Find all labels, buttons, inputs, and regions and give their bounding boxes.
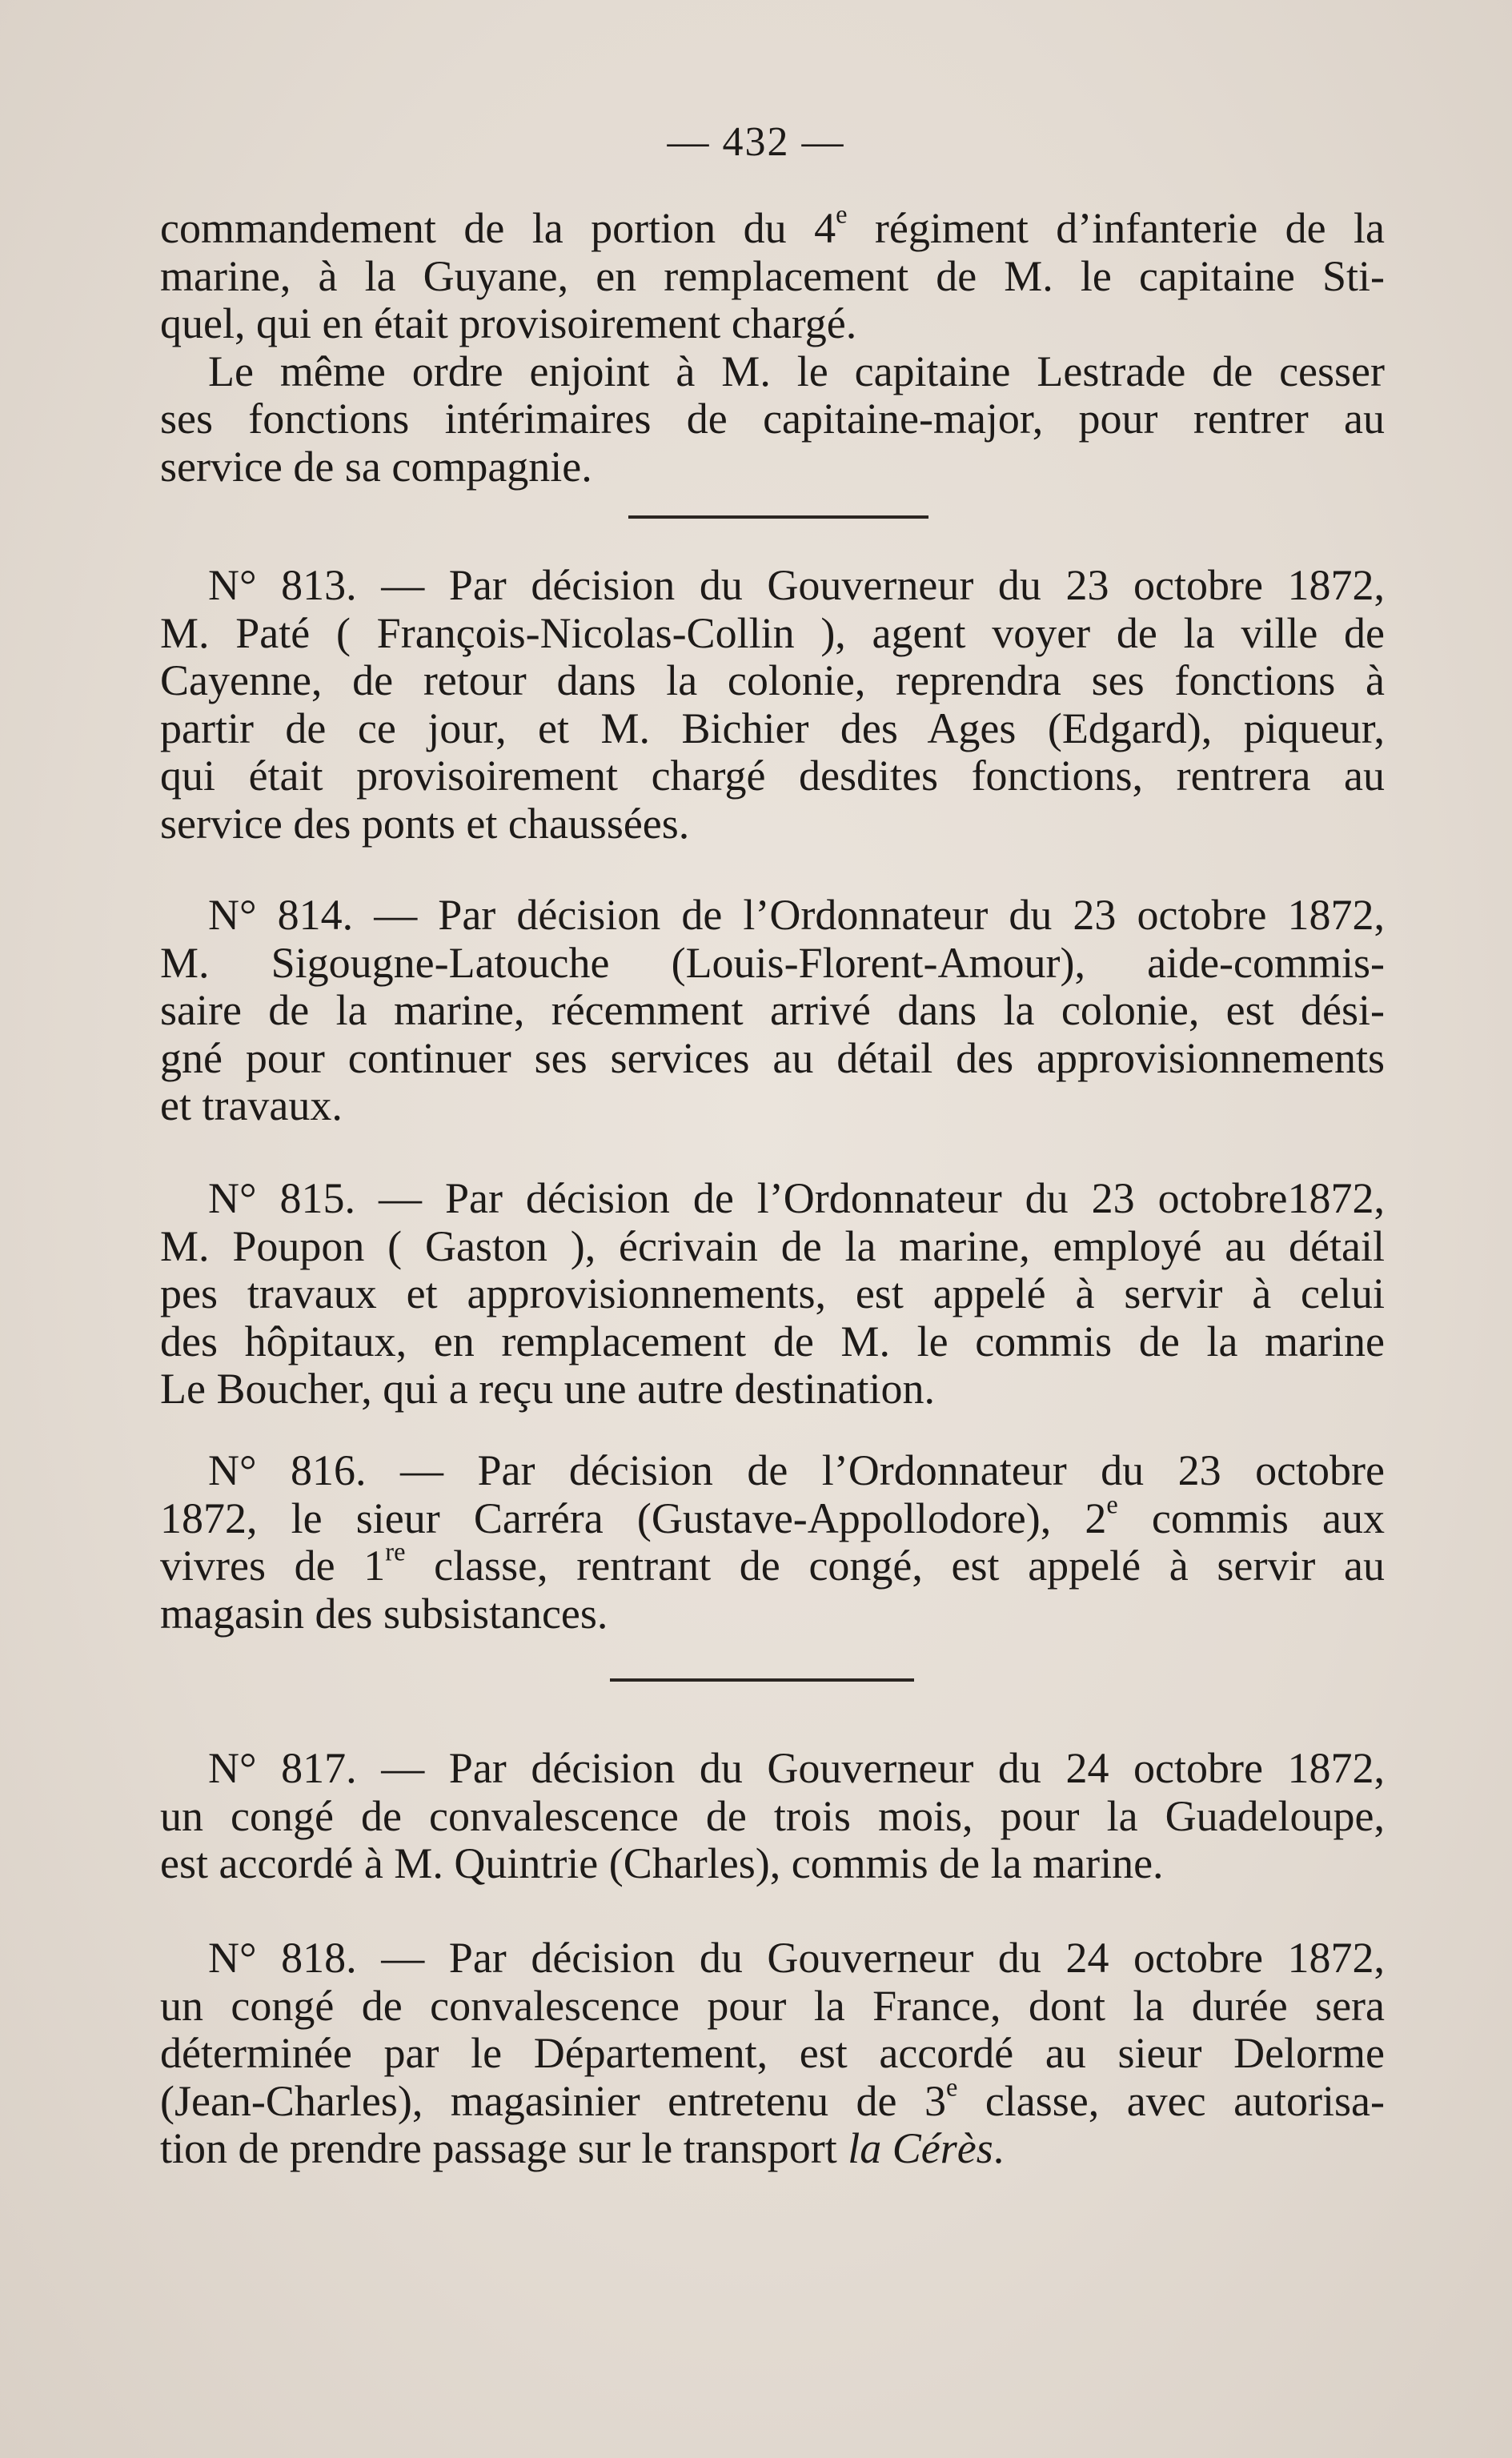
text-line: 1872, le sieur Carréra (Gustave-Appollodore), 2e commis aux xyxy=(160,1490,1385,1542)
entry-heading: N° 818. — Par décision du Gouverneur du 24 octobre 1872, xyxy=(208,1934,1385,1982)
text-line: marine, à la Guyane, en remplacement de M. le capitaine Sti- xyxy=(160,251,1385,300)
text-line: M. Paté ( François-Nicolas-Collin ), agent voyer de la ville de xyxy=(160,608,1385,657)
entry-818 xyxy=(160,1935,1385,2173)
text-line: un congé de convalescence de trois mois, pour la Guadeloupe, xyxy=(160,1791,1385,1840)
text-line: commandement de la portion du 4e régiment d’infanterie de la xyxy=(160,200,1385,252)
text-line: des hôpitaux, en remplacement de M. le commis de la marine xyxy=(160,1317,1385,1365)
text-line: Le Boucher, qui a reçu une autre destination. xyxy=(160,1365,935,1413)
separator-rule xyxy=(628,515,928,519)
text-line: pes travaux et approvisionnements, est appelé à servir à celui xyxy=(160,1269,1385,1317)
ship-name: la Cérès xyxy=(848,2124,993,2172)
page-number: — 432 — xyxy=(667,119,845,165)
text-line: quel, qui en était provisoirement chargé. xyxy=(160,299,857,347)
text-line: M. Poupon ( Gaston ), écrivain de la marine, employé au détail xyxy=(160,1221,1385,1270)
text-line: tion de prendre passage sur le transport la Cérès. xyxy=(160,2124,1005,2172)
entry-heading: N° 814. — Par décision de l’Ordonnateur du 23 octobre 1872, xyxy=(208,891,1385,939)
entry-814 xyxy=(160,892,1385,1130)
entry-heading: N° 816. — Par décision de l’Ordonnateur du 23 octobre xyxy=(208,1446,1385,1494)
entry-813 xyxy=(160,562,1385,848)
entry-heading: N° 813. — Par décision du Gouverneur du 23 octobre 1872, xyxy=(208,561,1385,609)
entry-817 xyxy=(160,1745,1385,1888)
text-line: Le même ordre enjoint à M. le capitaine Lestrade de cesser xyxy=(208,347,1385,395)
text-line: déterminée par le Département, est accordé au sieur Delorme xyxy=(160,2029,1385,2077)
separator-rule xyxy=(610,1678,914,1682)
text-line: saire de la marine, récemment arrivé dans la colonie, est dési- xyxy=(160,986,1385,1034)
text-line: et travaux. xyxy=(160,1081,343,1129)
paragraph-continuation xyxy=(160,200,1385,491)
text-line: Cayenne, de retour dans la colonie, reprendra ses fonctions à xyxy=(160,656,1385,704)
text-line: ses fonctions intérimaires de capitaine-major, pour rentrer au xyxy=(160,395,1385,443)
text-line: service de sa compagnie. xyxy=(160,442,592,491)
text-line: service des ponts et chaussées. xyxy=(160,799,690,848)
text-line: M. Sigougne-Latouche (Louis-Florent-Amour), aide-commis- xyxy=(160,938,1385,987)
text-line: gné pour continuer ses services au détail des approvisionnements xyxy=(160,1033,1385,1082)
text-line: (Jean-Charles), magasinier entretenu de 3e classe, avec autorisa- xyxy=(160,2073,1385,2125)
text-line: qui était provisoirement chargé desdites fonctions, rentrera au xyxy=(160,752,1385,800)
entry-816 xyxy=(160,1447,1385,1638)
text-line: est accordé à M. Quintrie (Charles), commis de la marine. xyxy=(160,1839,1164,1887)
text-line: magasin des subsistances. xyxy=(160,1589,608,1638)
text-line: vivres de 1re classe, rentrant de congé, est appelé à servir au xyxy=(160,1538,1385,1590)
entry-heading: N° 815. — Par décision de l’Ordonnateur du 23 octobre1872, xyxy=(208,1174,1385,1222)
entry-815 xyxy=(160,1175,1385,1413)
text-line: partir de ce jour, et M. Bichier des Ages (Edgard), piqueur, xyxy=(160,704,1385,752)
text-line: un congé de convalescence pour la France, dont la durée sera xyxy=(160,1981,1385,2030)
entry-heading: N° 817. — Par décision du Gouverneur du 24 octobre 1872, xyxy=(208,1744,1385,1792)
